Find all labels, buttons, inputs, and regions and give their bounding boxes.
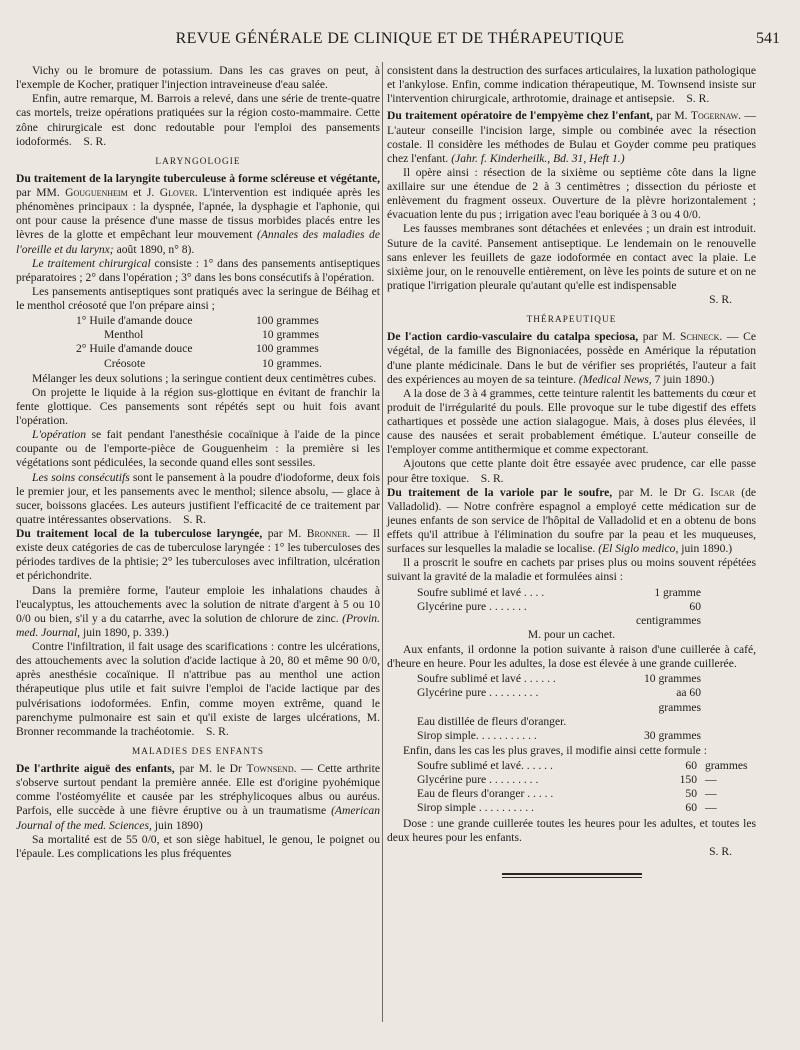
recipe-potion bbox=[387, 672, 756, 743]
recipe-line: Menthol 10 grammes bbox=[104, 328, 319, 342]
section-heading-maladies-enfants: MALADIES DES ENFANTS bbox=[131, 745, 265, 756]
signature: S. R. bbox=[709, 293, 732, 306]
signature: S. R. bbox=[205, 724, 229, 738]
page-header bbox=[20, 30, 780, 52]
signature: S. R. bbox=[183, 512, 206, 526]
paragraph: Il a proscrit le soufre en cachets par prises plus ou moins souvent répétées suivant la gravité de la maladie et formulées ainsi : bbox=[387, 556, 756, 584]
paragraph: A la dose de 3 à 4 grammes, cette teinture ralentit les battements du cœur et produit de l'irrégularité du pouls. Elle provoque sur le tube digestif des effets cathartiques et possède une action sialagogue. Mais, à doses plus élevées, il cause des nausées et serait probablement émétique. L'auteur conseille de l'employer comme antithermique et comme expectorant. bbox=[387, 386, 756, 457]
end-rule bbox=[502, 873, 642, 878]
citation: (Medical News, bbox=[578, 372, 652, 386]
paragraph: Les pansements antiseptiques sont pratiqués avec la seringue de Béihag et le menthol créosoté que l'on prépare ainsi ; bbox=[16, 284, 380, 312]
article-arthrite: De l'arthrite aiguë des enfants, par M. le Dr Townsend. — Cette arthrite s'observe surtout pendant la première année. Elle est d'origine pyohémique comme l'ostéomyélite et causée par les stréphylicoques albus ou auréus. Parfois, elle succède à une fièvre éruptive ou à un traumatisme (American Journal of the med. Sciences, juin 1890) bbox=[16, 762, 380, 832]
recipe-line: Soufre sublimé et lavé . . . . . . 10 grammes bbox=[417, 672, 701, 686]
paragraph: Enfin, autre remarque, M. Barrois a relevé, dans une série de trente-quatre cas mortels, treize opérations pratiquées sur la région costo-mammaire. Cette zône chirurgicale est donc redoutable pour l'emploi des pansements iodoformés. S. R. bbox=[16, 92, 380, 148]
recipe-line: 1° Huile d'amande douce 100 grammes bbox=[76, 314, 319, 328]
recipe-cachet bbox=[387, 586, 756, 643]
recipe-line: 2° Huile d'amande douce 100 grammes bbox=[76, 342, 319, 356]
recipe-line: Soufre sublimé et lavé . . . . 1 gramme bbox=[417, 585, 701, 599]
paragraph: Vichy ou le bromure de potassium. Dans les cas graves on peut, à l'exemple de Kocher, pratiquer l'injection intraveineuse d'eau salée. bbox=[16, 64, 380, 92]
author-name: Townsend. bbox=[246, 762, 297, 775]
running-title: REVUE GÉNÉRALE DE CLINIQUE ET DE THÉRAPEUTIQUE bbox=[175, 30, 625, 47]
recipe-line: Glycérine pure . . . . . . . . . 150 — bbox=[417, 773, 717, 787]
author-name: Togernaw. bbox=[690, 109, 742, 123]
recipe-footer: M. pour un cachet. bbox=[527, 627, 616, 641]
article-title: Du traitement local de la tuberculose laryngée, bbox=[16, 527, 263, 540]
author-name: Iscar bbox=[710, 485, 735, 499]
article-empyeme: Du traitement opératoire de l'empyème chez l'enfant, par M. Togernaw. — L'auteur conseille l'incision large, simple ou combinée avec la résection costale. Il considère les méthodes de Bulau et Goyder comme peu pratiques chez l'enfant. (Jahr. f. Kinderheilk., Bd. 31, Heft 1.) bbox=[387, 109, 756, 165]
paragraph: Dans la première forme, l'auteur emploie les inhalations chaudes à l'eucalyptus, les attouchements avec la solution de nitrate d'argent à 5 ou 10 0/0 ou bien, s'il y a du catarrhe, avec la solution de chlorure de zinc. (Provin. med. Journal, juin 1890, p. 339.) bbox=[16, 583, 380, 639]
paragraph: Ajoutons que cette plante doit être essayée avec prudence, car elle passe pour être toxique. S. R. bbox=[387, 457, 756, 485]
article-laryngite: Du traitement de la laryngite tuberculeuse à forme scléreuse et végétante, par MM. Gouguenheim et J. Glover. L'intervention est indiquée après les phénomènes principaux : la dyspnée, l'apnée, la dysphagie et l'aphonie, qui ont pour cause la présence d'une masse de tissus morbides placés entre les lèvres de la glotte et empêchant leur mouvement (Annales des maladies de l'oreille et du larynx; août 1890, n° 8). bbox=[16, 171, 381, 256]
citation: (American Journal of the med. Sciences, bbox=[16, 804, 380, 832]
left-column bbox=[16, 64, 380, 861]
article-title: Du traitement opératoire de l'empyème chez l'enfant, bbox=[387, 109, 653, 123]
recipe-line: Sirop simple. . . . . . . . . . . 30 grammes bbox=[417, 728, 701, 742]
paragraph: Les fausses membranes sont détachées et enlevées ; un drain est introduit. Suture de la cavité. Pansement antiseptique. Le lendemain on le renouvelle sans enlever les feuillets de gaze iodoformée en contact avec la plaie. Le sixième jour, on le renouvelle entièrement, on lève les points de suture et on ne pratique l'irrigation pleurale qu'autant qu'elle est indispensable bbox=[387, 222, 756, 292]
paragraph: Sa mortalité est de 55 0/0, et son siège habituel, le genou, le poignet ou l'épaule. Les complications les plus fréquentes bbox=[16, 832, 380, 860]
paragraph: On projette le liquide à la région sus-glottique en évitant de franchir la fente glottique. Ces pansements sont répétés sept ou huit fois avant l'opération. bbox=[16, 385, 380, 427]
recipe-line: Eau distillée de fleurs d'oranger. bbox=[417, 714, 567, 728]
recipe-line: Créosote 10 grammes. bbox=[104, 356, 322, 370]
article-tuberculose-laryngee: Du traitement local de la tuberculose laryngée, par M. Bronner. — Il existe deux catégories de cas de tuberculose laryngée : 1° les tuberculoses des périodes tardives de la phtisie; 2° les tuberculoses avec infiltration, ulcération et périchondrite. bbox=[16, 527, 380, 583]
paragraph: Dose : une grande cuillerée toutes les heures pour les adultes, et toutes les deux heures pour les enfants. bbox=[387, 816, 756, 844]
recipe-menthol bbox=[16, 314, 380, 371]
recipe-line: Sirop simple . . . . . . . . . . 60 — bbox=[417, 801, 717, 815]
article-title: Du traitement de la laryngite tuberculeuse à forme scléreuse et végétante, bbox=[16, 171, 380, 185]
paragraph: Contre l'infiltration, il fait usage des scarifications : contre les ulcérations, des attouchements avec la solution d'acide lactique à 20, 80 et même 90 0/0, après anesthésie cocaïnique. Il n'attribue pas au menthol une action thérapeutique plus utile et fait suivre l'emploi de l'acide lactique par des pulvérisations iodoformées. Enfin, comme moyen extrême, quand le parenchyme pulmonaire est sain et qu'il existe de larges ulcérations, M. Bronner recommande la trachéotomie. S. R. bbox=[16, 640, 380, 738]
recipe-grave bbox=[387, 759, 756, 816]
paragraph: Aux enfants, il ordonne la potion suivante à raison d'une cuillerée à café, d'heure en heure. Pour les adultes, la dose est élevée à une grande cuillerée. bbox=[387, 643, 756, 671]
citation: (El Siglo medico, bbox=[598, 542, 679, 556]
recipe-line: Glycérine pure . . . . . . . . . aa 60 grammes bbox=[417, 686, 701, 714]
article-title: Du traitement de la variole par le soufre, bbox=[387, 485, 613, 499]
right-column bbox=[387, 64, 756, 878]
article-catalpa: De l'action cardio-vasculaire du catalpa speciosa, par M. Schneck. — Ce végétal, de la famille des Bignoniacées, possède en Amérique la réputation d'une plante médicinale. Dans le but de vérifier ses propriétés, l'auteur a fait des expériences au moyen de sa teinture. (Medical News, 7 juin 1890.) bbox=[387, 330, 757, 386]
article-variole: Du traitement de la variole par le soufre, par M. le Dr G. Iscar (de Valladolid). — Notre confrère espagnol a employé cette médication sur de jeunes enfants de son service de l'hôpital de Valladolid et en a obtenu de bons effets qu'il attribue à l'élimination du soufre par la peau et les muqueuses, surfaces sur lesquelles la maladie se localise. (El Siglo medico, juin 1890.) bbox=[387, 485, 757, 556]
article-title: De l'arthrite aiguë des enfants, bbox=[16, 762, 175, 775]
recipe-line: Eau de fleurs d'oranger . . . . . 50 — bbox=[417, 787, 717, 801]
article-title: De l'action cardio-vasculaire du catalpa speciosa, bbox=[387, 330, 639, 344]
section-heading-therapeutique: THÉRAPEUTIQUE bbox=[526, 314, 617, 325]
paragraph: L'opération se fait pendant l'anesthésie cocaïnique à l'aide de la pince coupante ou de l'emporte-pièce de Gouguenheim : la première si les végétations sont pédiculées, la seconde quand elles sont sessiles. bbox=[16, 428, 380, 470]
paragraph: consistent dans la destruction des surfaces articulaires, la luxation pathologique et l'ankylose. Enfin, comme indication thérapeutique, M. Townsend insiste sur l'intervention chirurgicale, arthrotomie, drainage et antisepsie. S. R. bbox=[387, 64, 756, 106]
signature: S. R. bbox=[480, 471, 504, 485]
column-divider bbox=[382, 62, 383, 1022]
signature: S. R. bbox=[83, 134, 107, 148]
paragraph: Les soins consécutifs sont le pansement à la poudre d'iodoforme, deux fois le premier jour, et les pansements avec le menthol; silence absolu, — glace à sucer, boissons glacées. Les auteurs justifient l'efficacité de ce traitement par quatre intéressantes observations. S. R. bbox=[16, 470, 380, 526]
section-heading-laryngologie: LARYNGOLOGIE bbox=[155, 155, 241, 166]
citation: (Provin. med. Journal, bbox=[16, 611, 380, 639]
signature: S. R. bbox=[686, 92, 710, 106]
author-name: Gouguenheim bbox=[65, 186, 128, 199]
paragraph: Il opère ainsi : résection de la sixième ou septième côte dans la ligne axillaire sur une étendue de 2 à 3 centimètres ; dissection du périoste et enlèvement du fragment osseux. Ouverture de la plèvre horizontalement ; évacuation lente du pus ; irrigation avec l'eau boriquée à 3 ou 4 0/0. bbox=[387, 165, 756, 222]
paragraph: Enfin, dans les cas les plus graves, il modifie ainsi cette formule : bbox=[403, 743, 707, 757]
paragraph: Mélanger les deux solutions ; la seringue contient deux centimètres cubes. bbox=[32, 371, 377, 385]
signature: S. R. bbox=[709, 844, 732, 858]
author-name: Schneck. bbox=[680, 330, 723, 344]
author-name: Glover. bbox=[159, 186, 198, 199]
recipe-line: Soufre sublimé et lavé. . . . . . 60 grammes bbox=[417, 759, 748, 772]
recipe-line: Glycérine pure . . . . . . . 60 centigrammes bbox=[417, 599, 701, 627]
citation: (Jahr. f. Kinderheilk., Bd. 31, Heft 1.) bbox=[451, 151, 625, 165]
author-name: Bronner. bbox=[306, 527, 351, 540]
citation: (Annales des maladies de l'oreille et du larynx; bbox=[16, 228, 381, 256]
paragraph: Le traitement chirurgical consiste : 1° dans des pansements antiseptiques préparatoires ; 2° dans l'opération ; 3° dans les bons consécutifs à l'opération. bbox=[16, 256, 380, 284]
page-number: 541 bbox=[756, 30, 780, 47]
